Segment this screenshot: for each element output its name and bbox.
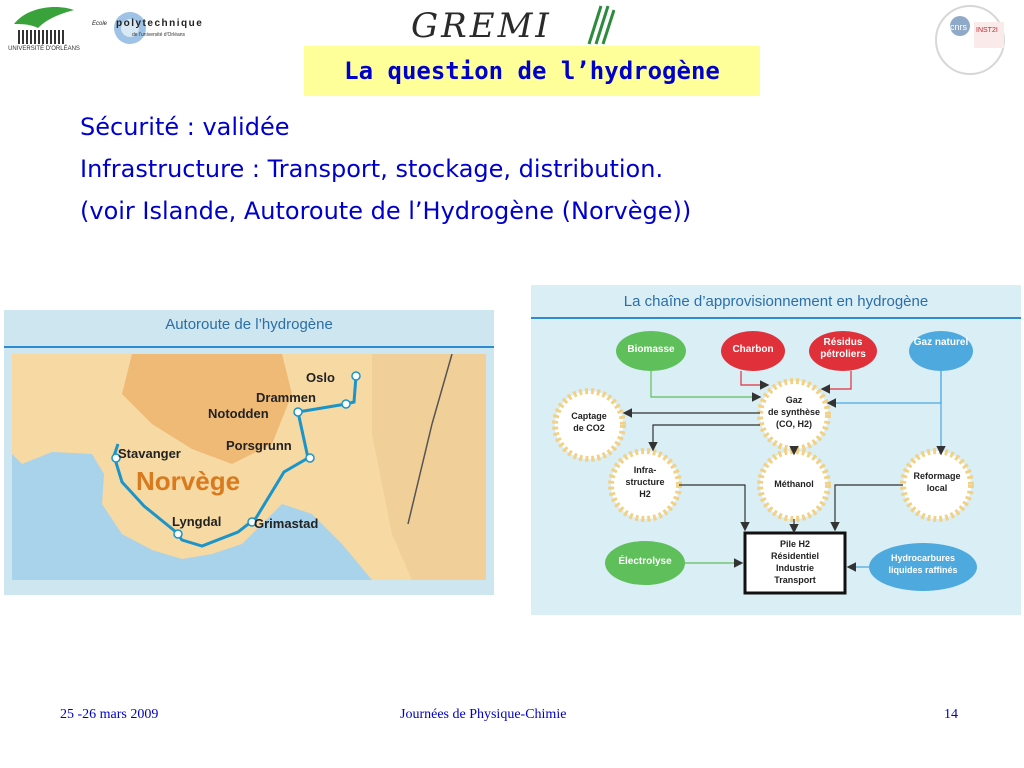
city-label-stavanger: Stavanger [118, 446, 181, 461]
methanol-label: Méthanol [774, 479, 814, 489]
source-biomasse: Biomasse [627, 344, 675, 355]
svg-text:INST2I: INST2I [976, 27, 998, 34]
country-label: Norvège [136, 466, 241, 496]
city-marker-porsgrunn [306, 454, 314, 462]
syngas-line-3: (CO, H2) [776, 419, 812, 429]
city-label-lyngdal: Lyngdal [172, 514, 222, 529]
city-label-oslo: Oslo [306, 370, 335, 385]
slide-body [80, 106, 691, 232]
city-label-notodden: Notodden [208, 406, 269, 421]
gremi-logo [405, 2, 615, 48]
city-label-porsgrunn: Porsgrunn [226, 438, 292, 453]
polytechnique-logo [92, 8, 207, 48]
slide-title-box [304, 46, 760, 96]
city-label-drammen: Drammen [256, 390, 316, 405]
reforming-line-1: Reformage [913, 471, 961, 481]
source-gaz-naturel: Gaz naturel [913, 337, 969, 348]
infra-line-1: Infra- [633, 465, 657, 475]
gremi-label: GREMI [411, 6, 552, 46]
body-line-reference: (voir Islande, Autoroute de l’Hydrogène (Norvège)) [80, 197, 692, 225]
cnrs-insis-logo [928, 4, 1010, 76]
infra-line-2: structure [625, 477, 665, 487]
poly-sub: de l'université d'Orléans [132, 32, 186, 38]
city-label-grimastad: Grimastad [254, 516, 319, 531]
syngas-line-2: de synthèse [767, 407, 821, 417]
uses-line-2: Résidentiel [770, 551, 819, 561]
universite-orleans-logo [8, 4, 80, 60]
source-residus: Résidus pétroliers [820, 337, 866, 360]
uses-line-4: Transport [774, 575, 816, 585]
poly-name: polytechnique [116, 18, 204, 29]
city-marker-oslo [352, 372, 360, 380]
svg-text:cnrs: cnrs [950, 22, 968, 32]
infra-line-3: H2 [639, 489, 651, 499]
hydrogen-supply-chain-diagram [531, 285, 1021, 615]
footer-page-number: 14 [944, 707, 958, 722]
diagram-title: La chaîne d’approvisionnement en hydrogène [623, 293, 929, 310]
hydrogen-highway-map [4, 310, 494, 595]
city-marker-lyngdal [174, 530, 182, 538]
slide-title: La question de l’hydrogène [344, 57, 720, 85]
hydrocarbons-line-2: liquides raffinés [888, 565, 958, 575]
electrolysis-label: Électrolyse [618, 556, 672, 567]
city-marker-notodden [294, 408, 302, 416]
uses-line-1: Pile H2 [779, 539, 810, 549]
footer-event: Journées de Physique-Chimie [400, 707, 567, 722]
city-marker-drammen [342, 400, 350, 408]
body-line-infrastructure: Infrastructure : Transport, stockage, distribution. [80, 155, 664, 183]
footer-date: 25 -26 mars 2009 [60, 707, 159, 722]
poly-ecole: Ecole [92, 21, 108, 27]
body-line-security: Sécurité : validée [80, 113, 290, 141]
hydrocarbons-line-1: Hydrocarbures [890, 553, 956, 563]
source-charbon: Charbon [732, 344, 774, 355]
map-title-rule [4, 346, 494, 348]
capture-line-1: Captage [571, 411, 607, 421]
univ-label: UNIVERSITÉ D'ORLÉANS [8, 46, 80, 52]
capture-line-2: de CO2 [573, 423, 605, 433]
syngas-line-1: Gaz [785, 395, 803, 405]
map-title: Autoroute de l’hydrogène [165, 316, 333, 333]
uses-line-3: Industrie [775, 563, 814, 573]
reforming-line-2: local [926, 483, 948, 493]
